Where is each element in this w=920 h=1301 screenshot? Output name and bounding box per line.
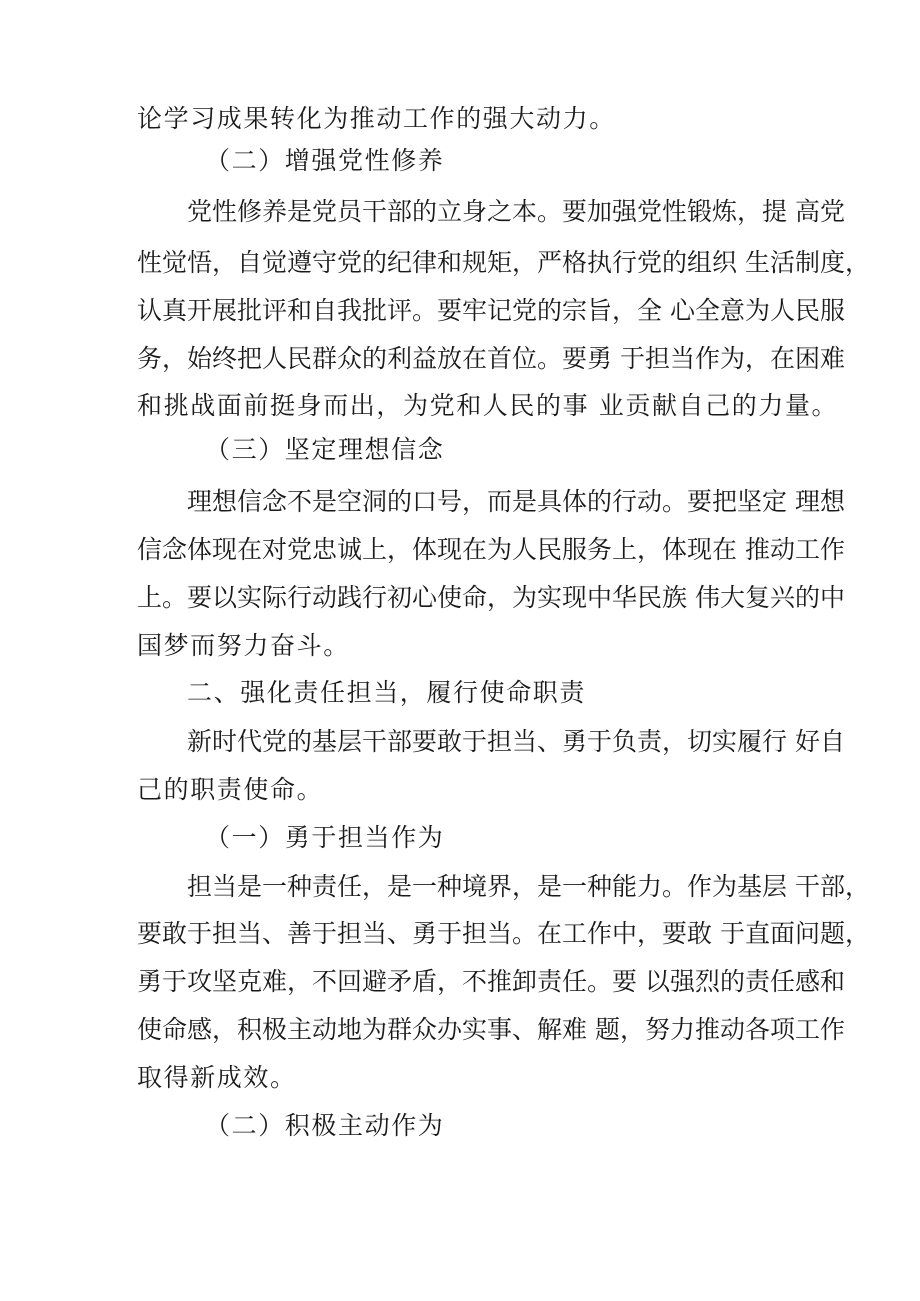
paragraph-line: 性觉悟，自觉遵守党的纪律和规矩，严格执行党的组织 生活制度， bbox=[137, 248, 870, 277]
section-heading: （二）增强党性修养 bbox=[205, 146, 445, 175]
section-heading: （一）勇于担当作为 bbox=[205, 823, 445, 852]
paragraph-line: 国梦而努力奋斗。 bbox=[137, 631, 350, 660]
paragraph-line: 要敢于担当、善于担当、勇于担当。在工作中，要敢 于直面问题， bbox=[137, 919, 870, 948]
paragraph-line: 信念体现在对党忠诚上，体现在为人民服务上，体现在 推动工作 bbox=[137, 535, 845, 564]
paragraph-line: 担当是一种责任，是一种境界，是一种能力。作为基层 干部， bbox=[187, 872, 870, 901]
paragraph-line: 党性修养是党员干部的立身之本。要加强党性锻炼，提 高党 bbox=[187, 197, 845, 226]
paragraph-line: 新时代党的基层干部要敢于担当、勇于负责，切实履行 好自 bbox=[187, 727, 845, 756]
paragraph-line: 勇于攻坚克难，不回避矛盾，不推卸责任。要 以强烈的责任感和 bbox=[137, 967, 845, 996]
paragraph-line: 己的职责使命。 bbox=[137, 775, 324, 804]
paragraph-line: 务，始终把人民群众的利益放在首位。要勇 于担当作为，在困难 bbox=[137, 344, 845, 373]
paragraph-line: 使命感，积极主动地为群众办实事、解难 题，努力推动各项工作 bbox=[137, 1015, 845, 1044]
paragraph-line: 上。要以实际行动践行初心使命，为实现中华民族 伟大复兴的中 bbox=[137, 583, 845, 612]
section-heading: （二）积极主动作为 bbox=[205, 1111, 445, 1140]
paragraph-line: 取得新成效。 bbox=[137, 1063, 297, 1092]
section-heading: （三）坚定理想信念 bbox=[205, 435, 445, 464]
paragraph-line: 认真开展批评和自我批评。要牢记党的宗旨，全 心全意为人民服 bbox=[137, 296, 845, 325]
paragraph-line: 论学习成果转化为推动工作的强大动力。 bbox=[137, 104, 616, 133]
paragraph-line: 和挑战面前挺身而出，为党和人民的事 业贡献自己的力量。 bbox=[137, 391, 839, 420]
paragraph-line: 理想信念不是空洞的口号，而是具体的行动。要把坚定 理想 bbox=[187, 487, 845, 516]
chapter-heading: 二、强化责任担当，履行使命职责 bbox=[187, 678, 587, 707]
